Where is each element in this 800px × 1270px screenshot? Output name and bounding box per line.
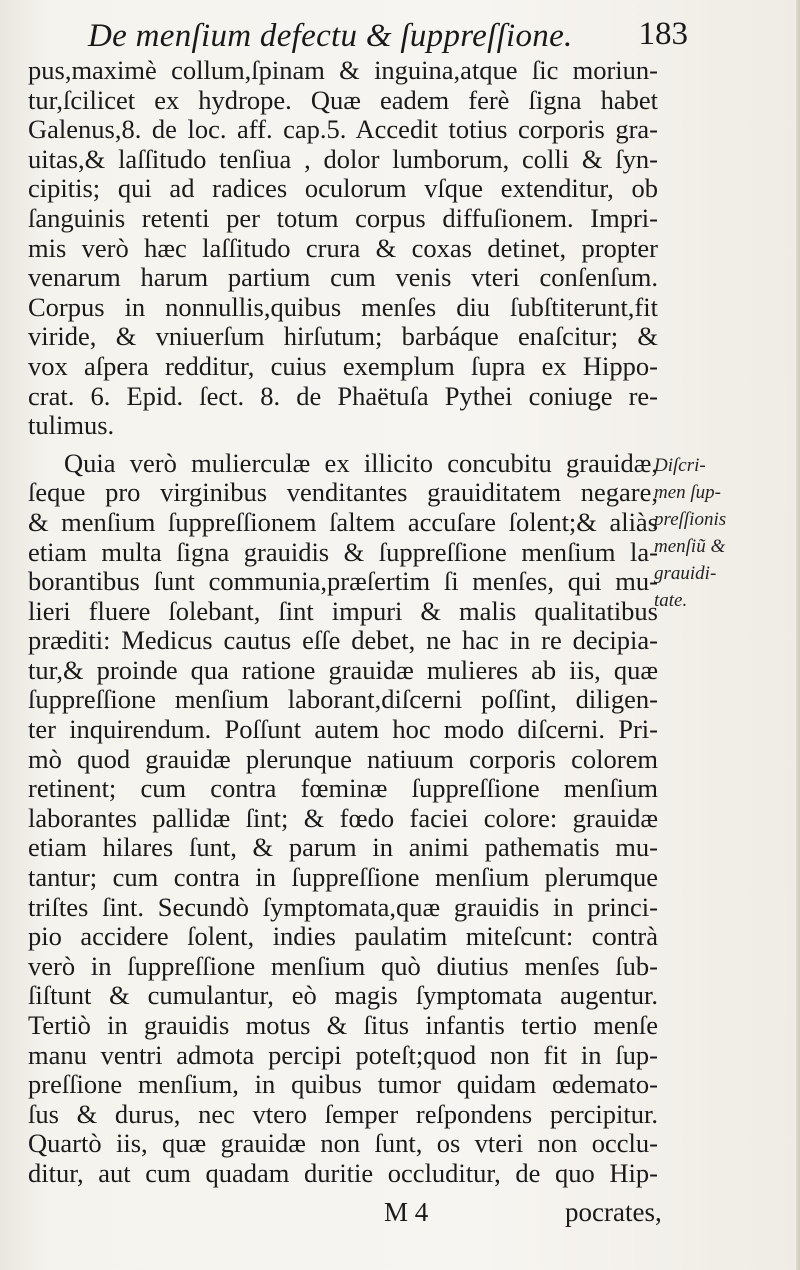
page-footer — [0, 1197, 800, 1237]
paragraph-gap — [28, 441, 658, 449]
text-line: præditi: Medicus cautus eſſe debet, ne hac in re decipia- — [28, 626, 658, 656]
margin-note-line: menſiũ & — [654, 536, 726, 557]
text-line: ſiſtunt & cumulantur, eò magis ſymptomata augentur. — [28, 981, 658, 1011]
text-line: vox aſpera redditur, cuius exemplum ſupra ex Hippo- — [28, 351, 658, 381]
text-line: manu ventri admota percipi poteſt;quod non fit in ſup- — [28, 1040, 658, 1070]
text-line: triſtes ſint. Secundò ſymptomata,quæ grauidis in princi- — [28, 892, 658, 922]
text-line: ſanguinis retenti per totum corpus diffuſionem. Impri- — [28, 203, 658, 233]
text-line: ſuppreſſione menſium laborant,diſcerni poſſint, diligen- — [28, 685, 658, 715]
text-line: verò in ſuppreſſione menſium quò diutius menſes ſub- — [28, 951, 658, 981]
margin-note-line: men ſup- — [654, 482, 722, 503]
text-line: Galenus,8. de loc. aff. cap.5. Accedit totius corporis gra- — [28, 115, 658, 145]
paragraph-start-line: Quia verò mulierculæ ex illicito concubitu grauidæ, — [64, 448, 658, 478]
paragraph-end-line: tulimus. — [28, 411, 115, 441]
text-line: viride, & vniuerſum hirſutum; barbáque enaſcitur; & — [28, 322, 658, 352]
text-line: laborantes pallidæ ſint; & fœdo faciei colore: grauidæ — [28, 803, 658, 833]
text-line: pus,maximè collum,ſpinam & inguina,atque ſic moriun- — [28, 56, 658, 85]
body-text — [28, 56, 658, 1189]
text-line: Quartò iis, quæ grauidæ non ſunt, os vteri non occlu- — [28, 1129, 658, 1159]
page-number: 183 — [638, 16, 688, 52]
margin-note-line: tate. — [654, 590, 688, 611]
text-line: & menſium ſuppreſſionem ſaltem accuſare ſolent;& aliàs — [28, 507, 658, 537]
page-edge-shadow — [796, 0, 800, 1270]
text-line: Tertiò in grauidis motus & ſitus infantis tertio menſe — [28, 1011, 658, 1040]
signature-mark: M 4 — [384, 1197, 429, 1227]
text-line: tantur; cum contra in ſuppreſſione menſium plerumque — [28, 863, 658, 893]
text-line: preſſione menſium, in quibus tumor quidam œdemato- — [28, 1070, 658, 1100]
text-line: tur,ſcilicet ex hydrope. Quæ eadem ferè ſigna habet — [28, 85, 658, 115]
margin-note — [654, 452, 774, 614]
text-line: Corpus in nonnullis,quibus menſes diu ſubſtiterunt,fit — [28, 292, 658, 322]
text-line: retinent; cum contra fœminæ ſuppreſſione menſium — [28, 774, 658, 804]
text-line: venarum harum partium cum venis vteri conſenſum. — [28, 263, 658, 293]
text-line: borantibus ſunt communia,præſertim ſi menſes, qui mu- — [28, 567, 658, 597]
text-line: ditur, aut cum quadam duritie occluditur, de quo Hip- — [28, 1158, 658, 1188]
page-header — [88, 14, 688, 58]
text-line: mò quod grauidæ plerunque natiuum corporis colorem — [28, 744, 658, 774]
text-line: uitas,& laſſitudo tenſiua , dolor lumborum, colli & ſyn- — [28, 144, 658, 174]
text-line: ſus & durus, nec vtero ſemper reſpondens percipitur. — [28, 1099, 658, 1129]
text-line: cipitis; qui ad radices oculorum vſque extenditur, ob — [28, 174, 658, 204]
running-title: De menſium defectu & ſuppreſſione. — [88, 18, 573, 54]
text-line: etiam hilares ſunt, & parum in animi pathematis mu- — [28, 833, 658, 863]
catchword: pocrates, — [565, 1197, 662, 1227]
text-line: pio accidere ſolent, indies paulatim miteſcunt: contrà — [28, 922, 658, 952]
margin-note-line: preſſionis — [654, 509, 727, 530]
text-line: ſeque pro virginibus venditantes grauiditatem negare, — [28, 478, 658, 508]
text-line: tur,& proinde qua ratione grauidæ mulieres ab iis, quæ — [28, 655, 658, 685]
text-line: crat. 6. Epid. ſect. 8. de Phaëtuſa Pythei coniuge re- — [28, 381, 658, 411]
text-line: etiam multa ſigna grauidis & ſuppreſſione menſium la- — [28, 537, 658, 567]
text-line: mis verò hæc laſſitudo crura & coxas detinet, propter — [28, 233, 658, 263]
margin-note-line: grauidi- — [654, 563, 717, 584]
text-line: lieri fluere ſolebant, ſint impuri & malis qualitatibus — [28, 596, 658, 626]
text-line: ter inquirendum. Poſſunt autem hoc modo diſcerni. Pri- — [28, 715, 658, 745]
margin-note-line: Diſcri- — [654, 455, 706, 476]
